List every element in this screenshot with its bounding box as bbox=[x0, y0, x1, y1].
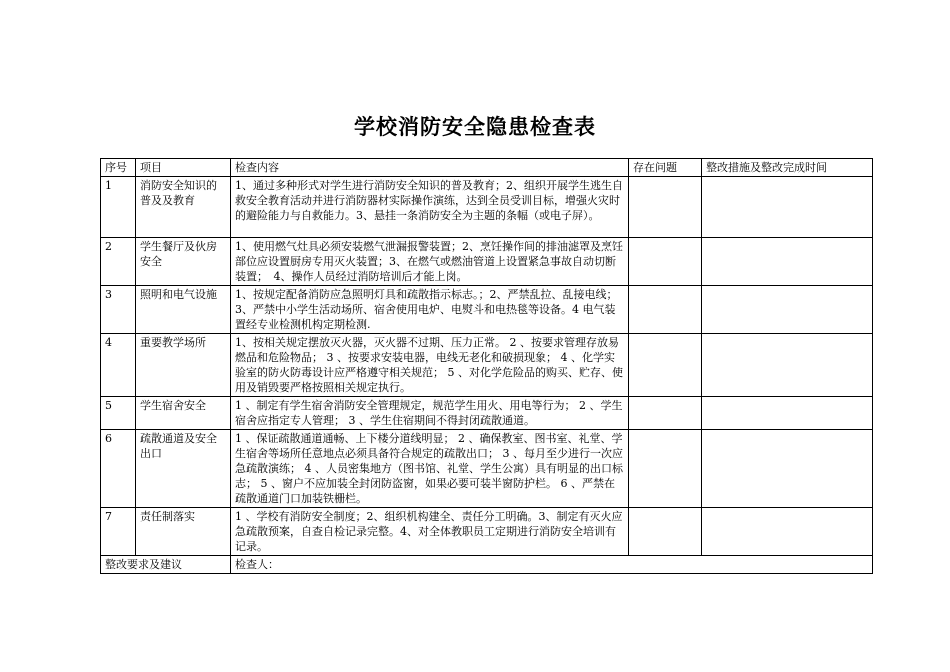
row-problem-cell[interactable] bbox=[629, 430, 702, 508]
table-row bbox=[101, 334, 873, 397]
row-item: 责任制落实 bbox=[136, 508, 231, 556]
row-number: 5 bbox=[101, 397, 136, 430]
header-content: 检查内容 bbox=[231, 159, 629, 177]
table-row bbox=[101, 238, 873, 286]
footer-label: 整改要求及建议 bbox=[101, 556, 231, 574]
row-rectify-cell[interactable] bbox=[702, 508, 873, 556]
row-problem-cell[interactable] bbox=[629, 508, 702, 556]
row-item: 学生宿舍安全 bbox=[136, 397, 231, 430]
header-no: 序号 bbox=[101, 159, 136, 177]
row-number: 1 bbox=[101, 177, 136, 238]
row-item: 疏散通道及安全出口 bbox=[136, 430, 231, 508]
table-footer-row bbox=[101, 556, 873, 574]
table-row bbox=[101, 430, 873, 508]
header-problem: 存在问题 bbox=[629, 159, 702, 177]
row-problem-cell[interactable] bbox=[629, 397, 702, 430]
row-rectify-cell[interactable] bbox=[702, 238, 873, 286]
table-row bbox=[101, 397, 873, 430]
page-title: 学校消防安全隐患检查表 bbox=[354, 115, 596, 139]
row-content: 1、按相关规定摆放灭火器，灭火器不过期、压力正常。 2 、按要求管理存放易燃品和危险物品； 3 、按要求安装电器，电线无老化和破损现象； 4 、化学实验室的防火防毒设计应严格遵守相关规范； 5 、对化学危险品的购买、贮存、使用及销毁要严格按照相关规定执行。 bbox=[231, 334, 629, 397]
row-content: 1、通过多种形式对学生进行消防安全知识的普及教育；2、组织开展学生逃生自救安全教育活动并进行消防器材实际操作演练，达到全员受训目标，增强火灾时的避险能力与自救能力。3、悬挂一条消防安全为主题的条幅（或电子屏）。 bbox=[231, 177, 629, 238]
header-item: 项目 bbox=[136, 159, 231, 177]
table-row bbox=[101, 286, 873, 334]
row-rectify-cell[interactable] bbox=[702, 397, 873, 430]
row-problem-cell[interactable] bbox=[629, 238, 702, 286]
row-number: 2 bbox=[101, 238, 136, 286]
inspection-table bbox=[100, 158, 873, 574]
row-problem-cell[interactable] bbox=[629, 286, 702, 334]
row-content: 1、按规定配备消防应急照明灯具和疏散指示标志。；2、严禁乱拉、乱接电线；3、严禁中小学生活动场所、宿舍使用电炉、电熨斗和电热毯等设备。4 电气装置经专业检测机构定期检测. bbox=[231, 286, 629, 334]
row-item: 学生餐厅及伙房安全 bbox=[136, 238, 231, 286]
row-item: 照明和电气设施 bbox=[136, 286, 231, 334]
row-number: 6 bbox=[101, 430, 136, 508]
row-rectify-cell[interactable] bbox=[702, 430, 873, 508]
row-content: 1 、学校有消防安全制度；2、组织机构建全、责任分工明确。3、制定有灭火应急疏散预案，自查自检记录完整。4、对全体教职员工定期进行消防安全培训有记录。 bbox=[231, 508, 629, 556]
row-item: 消防安全知识的普及及教育 bbox=[136, 177, 231, 238]
row-rectify-cell[interactable] bbox=[702, 286, 873, 334]
row-rectify-cell[interactable] bbox=[702, 334, 873, 397]
row-number: 7 bbox=[101, 508, 136, 556]
row-number: 4 bbox=[101, 334, 136, 397]
table-header-row bbox=[101, 159, 873, 177]
row-content: 1 、制定有学生宿舍消防安全管理规定，规范学生用火、用电等行为； 2 、学生宿舍应指定专人管理； 3 、学生住宿期间不得封闭疏散通道。 bbox=[231, 397, 629, 430]
header-rectify: 整改措施及整改完成时间 bbox=[702, 159, 873, 177]
row-item: 重要教学场所 bbox=[136, 334, 231, 397]
table-row bbox=[101, 508, 873, 556]
inspector-field[interactable]: 检查人： bbox=[231, 556, 873, 574]
row-content: 1 、保证疏散通道通畅、上下楼分道线明显； 2 、确保教室、图书室、礼堂、学生宿舍等场所任意地点必须具备符合规定的疏散出口； 3 、每月至少进行一次应急疏散演练； 4 、人员密集地方（图书馆、礼堂、学生公寓）具有明显的出口标志； 5 、窗户不应加装全封闭防盗窗，如果必要可装半窗防护栏。 6 、严禁在疏散通道门口加装铁栅栏。 bbox=[231, 430, 629, 508]
row-content: 1、使用燃气灶具必须安装燃气泄漏报警装置；2、烹饪操作间的排油滤罩及烹饪部位应设置厨房专用灭火装置；3、在燃气或燃油管道上设置紧急事故自动切断装置； 4、操作人员经过消防培训后才能上岗。 bbox=[231, 238, 629, 286]
row-problem-cell[interactable] bbox=[629, 334, 702, 397]
row-number: 3 bbox=[101, 286, 136, 334]
row-problem-cell[interactable] bbox=[629, 177, 702, 238]
table-row bbox=[101, 177, 873, 238]
row-rectify-cell[interactable] bbox=[702, 177, 873, 238]
